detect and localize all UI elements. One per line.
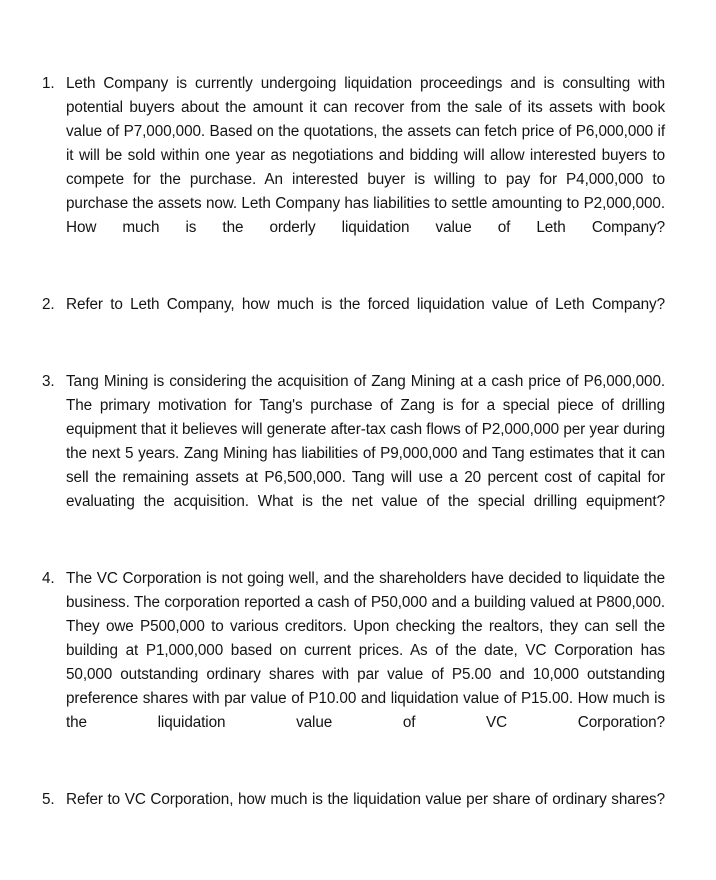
question-number: 5. — [42, 791, 55, 808]
question-item — [42, 788, 665, 836]
question-item — [42, 567, 665, 759]
question-text: The VC Corporation is not going well, and the shareholders have decided to liquidate the business. The corporation reported a cash of P50,000 and a building valued at P800,000. They owe P500,000 to various creditors. Upon checking the realtors, they can sell the building at P1,000,000 based on current prices. As of the date, VC Corporation has 50,000 outstanding ordinary shares with par value of P5.00 and 10,000 outstanding preference shares with par value of P10.00 and liquidation value of P15.00. How much is the liquidation value of VC Corporation? — [66, 570, 665, 731]
question-text: Tang Mining is considering the acquisition of Zang Mining at a cash price of P6,000,000. The primary motivation for Tang's purchase of Zang is for a special piece of drilling equipment that it believes will generate after-tax cash flows of P2,000,000 per year during the next 5 years. Zang Mining has liabilities of P9,000,000 and Tang estimates that it can sell the remaining assets at P6,500,000. Tang will use a 20 percent cost of capital for evaluating the acquisition. What is the net value of the special drilling equipment? — [66, 373, 665, 510]
question-list — [42, 72, 665, 836]
question-number: 1. — [42, 75, 55, 92]
question-text: Leth Company is currently undergoing liquidation proceedings and is consulting with potential buyers about the amount it can recover from the sale of its assets with book value of P7,000,000. Based on the quotations, the assets can fetch price of P6,000,000 if it will be sold within one year as negotiations and bidding will allow interested buyers to compete for the purchase. An interested buyer is willing to pay for P4,000,000 to purchase the assets now. Leth Company has liabilities to settle amounting to P2,000,000. How much is the orderly liquidation value of Leth Company? — [66, 75, 665, 236]
question-item — [42, 293, 665, 341]
question-text: Refer to VC Corporation, how much is the liquidation value per share of ordinary shares? — [66, 791, 665, 808]
question-number: 4. — [42, 570, 55, 587]
question-number: 2. — [42, 296, 55, 313]
question-number: 3. — [42, 373, 55, 390]
question-text: Refer to Leth Company, how much is the forced liquidation value of Leth Company? — [66, 296, 665, 313]
question-item — [42, 370, 665, 538]
question-item — [42, 72, 665, 264]
